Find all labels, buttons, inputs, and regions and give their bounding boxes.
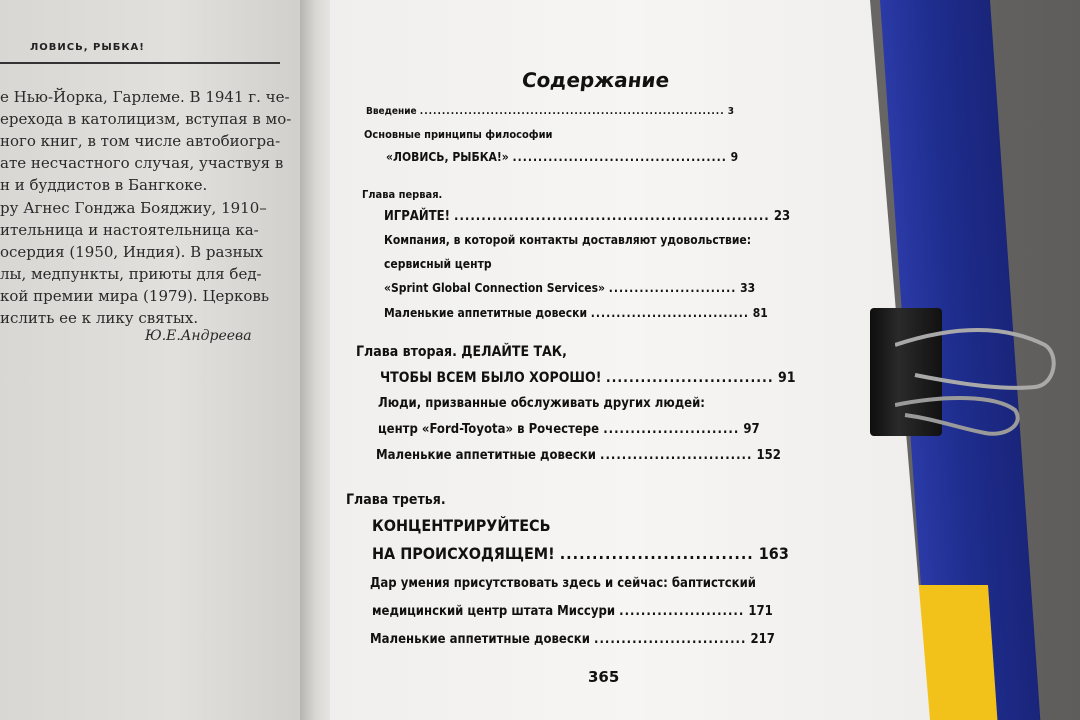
toc-entry-text: НА ПРОИСХОДЯЩЕМ! xyxy=(372,544,555,563)
toc-entry-text: ЧТОБЫ ВСЕМ БЫЛО ХОРОШО! xyxy=(380,370,602,386)
toc-entry-text: Введение xyxy=(366,106,417,117)
toc-entry xyxy=(386,150,738,164)
toc-entry-text: Маленькие аппетитные довески xyxy=(384,306,588,320)
toc-page: 33 xyxy=(740,281,756,295)
toc-entry-text: Глава первая. xyxy=(362,188,443,201)
left-text-line: ислить ее к лику святых. xyxy=(0,309,199,327)
toc-entry-text: «Sprint Global Connection Services» xyxy=(384,281,605,295)
toc-entry-text: ИГРАЙТЕ! xyxy=(384,209,450,224)
toc-page: 152 xyxy=(756,448,781,463)
toc-entry xyxy=(378,422,760,437)
toc-entry xyxy=(384,233,751,247)
toc-page: 9 xyxy=(730,150,739,164)
left-text-line: н и буддистов в Бангкоке. xyxy=(0,176,208,194)
toc-entry xyxy=(384,257,492,271)
page-number: 365 xyxy=(588,668,620,686)
toc-leader: ....................... xyxy=(619,604,745,619)
toc-entry xyxy=(372,516,551,535)
left-text-line: ате несчастного случая, участвуя в xyxy=(0,154,284,172)
toc-leader: .............................. xyxy=(559,544,754,563)
signature: Ю.Е.Андреева xyxy=(145,328,252,344)
left-text-line: ного книг, в том числе автобиогра- xyxy=(0,132,281,150)
toc-entry-text: Основные принципы философии xyxy=(364,128,553,141)
toc-entry-text: Дар умения присутствовать здесь и сейчас: баптистский xyxy=(370,576,756,591)
toc-entry xyxy=(376,448,781,463)
toc-leader: ............................... xyxy=(590,306,749,320)
toc-leader: ............................. xyxy=(605,370,774,386)
running-header: ЛОВИСЬ, РЫБКА! xyxy=(30,42,145,53)
toc-entry xyxy=(346,492,446,508)
left-text-line: лы, медпункты, приюты для бед- xyxy=(0,265,262,283)
toc-entry xyxy=(370,576,756,591)
toc-entry-text: Маленькие аппетитные довески xyxy=(370,632,590,647)
left-text-line: ру Агнес Гонджа Бояджиу, 1910– xyxy=(0,199,267,217)
toc-leader: .......................................... xyxy=(512,150,727,164)
toc-entry xyxy=(362,188,442,201)
toc-entry xyxy=(384,306,768,320)
toc-leader: ............................ xyxy=(594,632,747,647)
toc-page: 171 xyxy=(748,604,773,619)
toc-page: 91 xyxy=(778,370,796,386)
toc-entry xyxy=(384,281,755,295)
toc-entry-text: медицинский центр штата Миссури xyxy=(372,604,616,619)
toc-entry-text: Маленькие аппетитные довески xyxy=(376,448,596,463)
left-text-line: ерехода в католицизм, вступая в мо- xyxy=(0,110,292,128)
toc-page: 97 xyxy=(743,422,760,437)
toc-page: 163 xyxy=(758,544,789,563)
toc-entry xyxy=(364,128,552,141)
toc-entry-text: центр «Ford-Toyota» в Рочестере xyxy=(378,422,600,437)
toc-page: 81 xyxy=(752,306,768,320)
toc-page: 3 xyxy=(727,106,735,117)
toc-leader: .......................................................... xyxy=(454,209,770,224)
toc-entry xyxy=(372,544,789,563)
left-text-line: е Нью-Йорка, Гарлеме. В 1941 г. че- xyxy=(0,88,290,106)
binder-clip-wire xyxy=(895,315,1065,445)
left-text-line: осердия (1950, Индия). В разных xyxy=(0,243,264,261)
toc-entry-text: КОНЦЕНТРИРУЙТЕСЬ xyxy=(372,516,551,535)
toc-leader: ............................ xyxy=(600,448,753,463)
toc-entry-text: сервисный центр xyxy=(384,257,492,271)
toc-title: Содержание xyxy=(520,68,671,92)
toc-entry-text: Компания, в которой контакты доставляют удовольствие: xyxy=(384,233,752,247)
toc-entry-text: Люди, призванные обслуживать других людей: xyxy=(378,396,705,411)
toc-entry-text: Глава вторая. ДЕЛАЙТЕ ТАК, xyxy=(356,344,567,360)
toc-leader: ......................... xyxy=(603,422,740,437)
toc-entry xyxy=(372,604,773,619)
book-cover-yellow-stripe xyxy=(918,585,998,720)
toc-entry xyxy=(370,632,775,647)
left-text-line: ительница и настоятельница ка- xyxy=(0,221,259,239)
toc-entry xyxy=(378,396,705,411)
toc-entry xyxy=(366,106,734,117)
toc-entry xyxy=(384,209,790,224)
left-page xyxy=(0,0,320,720)
toc-page: 23 xyxy=(773,209,791,224)
toc-entry-text: «ЛОВИСЬ, РЫБКА!» xyxy=(386,150,509,164)
header-rule xyxy=(0,62,280,64)
left-text-line: кой премии мира (1979). Церковь xyxy=(0,287,270,305)
toc-entry-text: Глава третья. xyxy=(346,492,446,508)
toc-entry xyxy=(356,344,567,360)
toc-leader: ......................... xyxy=(608,281,737,295)
toc-leader: ..................................................................... xyxy=(419,106,725,117)
toc-entry xyxy=(380,370,796,386)
toc-page: 217 xyxy=(750,632,775,647)
